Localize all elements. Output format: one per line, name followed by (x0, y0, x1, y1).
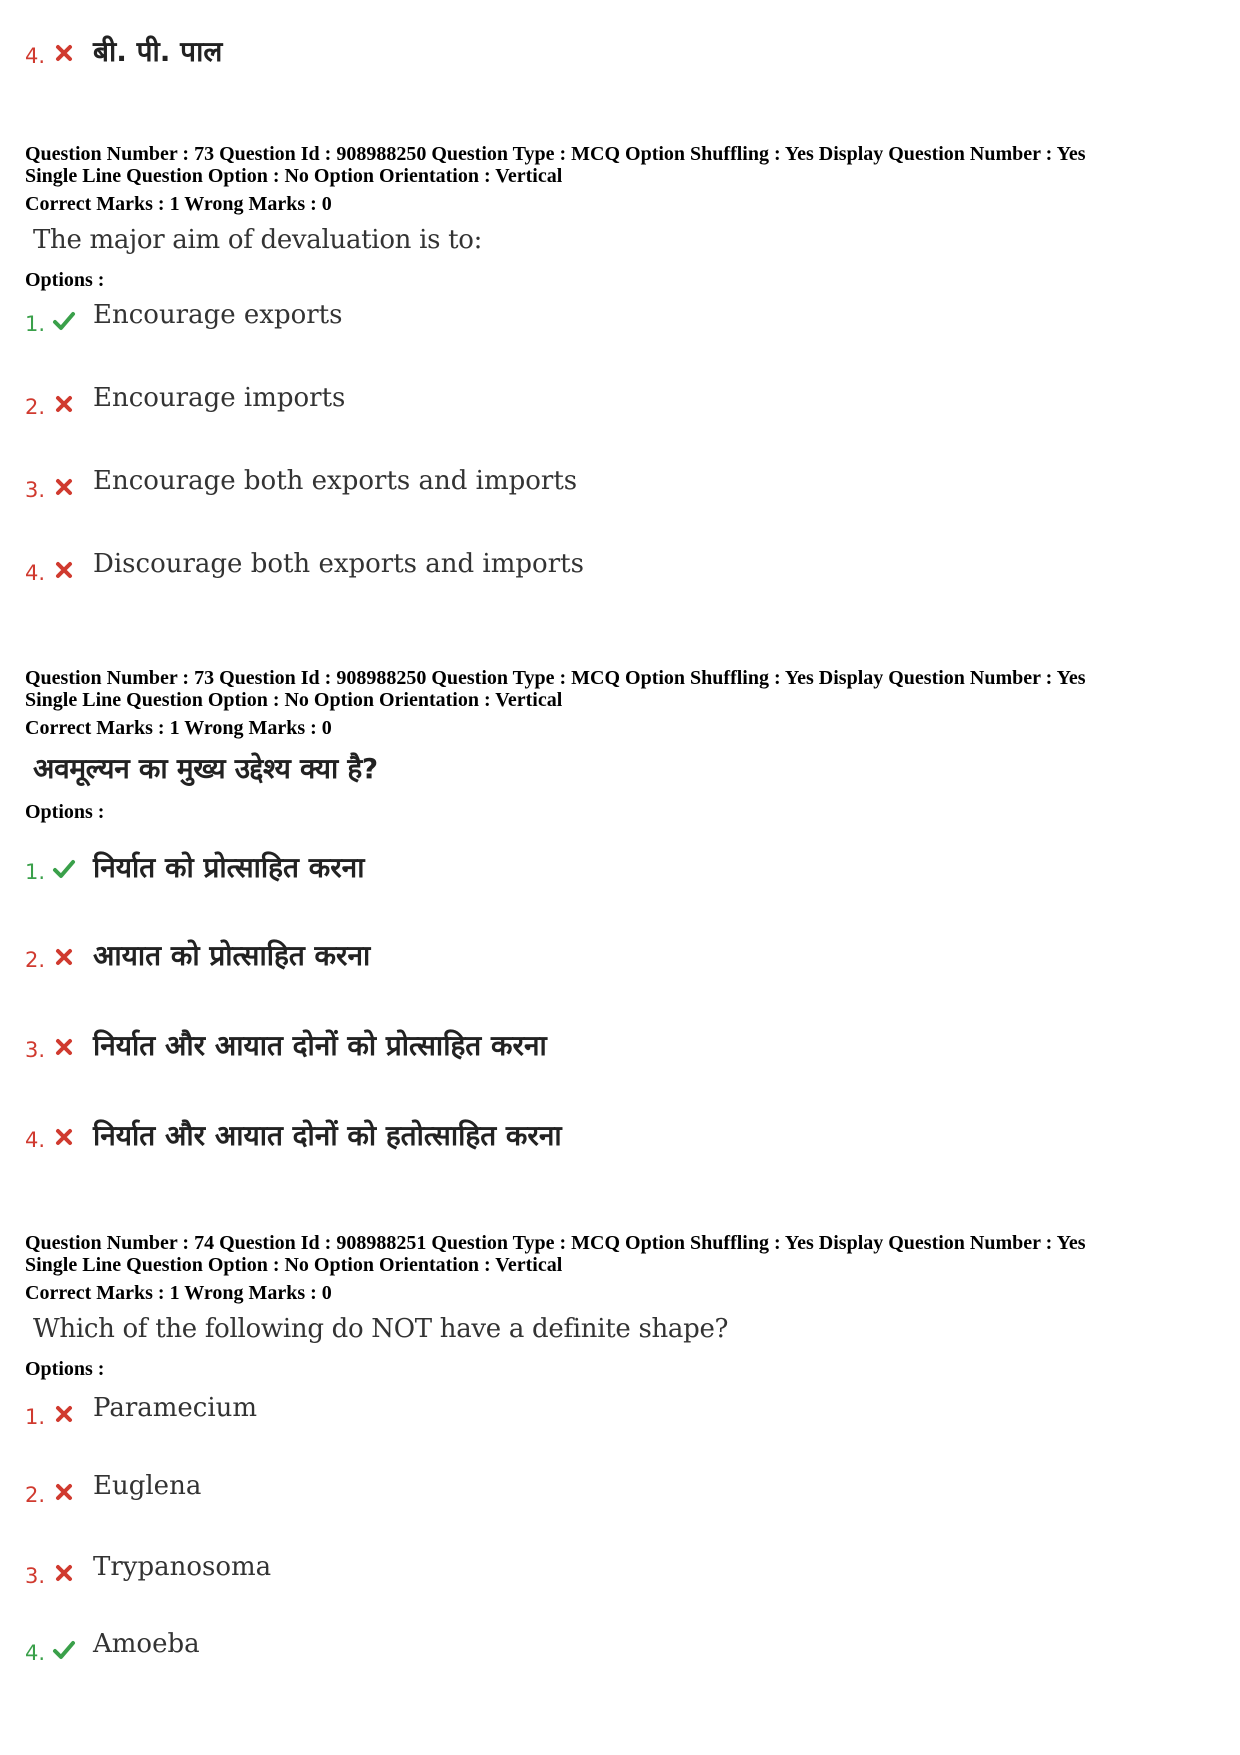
cross-icon (52, 1036, 76, 1058)
option-text: Trypanosoma (93, 1552, 272, 1582)
question-meta: Question Number : 73 Question Id : 908988250 Question Type : MCQ Option Shuffling : Yes Display Question Number : Yes (25, 667, 1086, 689)
cross-icon (52, 393, 76, 415)
option-number: 2. (25, 395, 46, 419)
question-meta-2: Single Line Question Option : No Option Orientation : Vertical (25, 165, 563, 187)
option-number: 2. (25, 948, 46, 972)
option-text: Amoeba (93, 1629, 200, 1659)
option-text: Paramecium (93, 1393, 258, 1423)
question-block (25, 143, 1085, 292)
option-text: Encourage exports (93, 300, 343, 330)
question-text: The major aim of devaluation is to: (33, 225, 483, 255)
option-number: 4. (25, 1128, 46, 1152)
option-number: 2. (25, 1483, 46, 1507)
options-label: Options : (25, 1358, 105, 1380)
option-text: Discourage both exports and imports (93, 549, 584, 579)
option-number: 3. (25, 478, 46, 502)
question-meta: Question Number : 73 Question Id : 908988250 Question Type : MCQ Option Shuffling : Yes Display Question Number : Yes (25, 143, 1086, 165)
option-text: निर्यात को प्रोत्साहित करना (93, 851, 365, 884)
options-label: Options : (25, 269, 105, 291)
cross-icon (52, 42, 76, 64)
cross-icon (52, 1126, 76, 1148)
cross-icon (52, 559, 76, 581)
question-meta-2: Single Line Question Option : No Option Orientation : Vertical (25, 689, 563, 711)
option-text: बी. पी. पाल (93, 35, 223, 68)
question-block (25, 1232, 1085, 1381)
option-number: 3. (25, 1564, 46, 1588)
question-marks: Correct Marks : 1 Wrong Marks : 0 (25, 717, 332, 739)
cross-icon (52, 1481, 76, 1503)
question-meta-2: Single Line Question Option : No Option Orientation : Vertical (25, 1254, 563, 1276)
option-text: आयात को प्रोत्साहित करना (93, 939, 371, 972)
option-number: 3. (25, 1038, 46, 1062)
option-number: 1. (25, 860, 46, 884)
options-label: Options : (25, 801, 105, 823)
cross-icon (52, 1403, 76, 1425)
check-icon (52, 310, 76, 332)
option-text: Euglena (93, 1471, 202, 1501)
cross-icon (52, 476, 76, 498)
cross-icon (52, 946, 76, 968)
option-text: Encourage imports (93, 383, 346, 413)
option-number: 1. (25, 312, 46, 336)
option-text: Encourage both exports and imports (93, 466, 578, 496)
question-block (25, 667, 1085, 824)
check-icon (52, 1639, 76, 1661)
option-number: 1. (25, 1405, 46, 1429)
option-number: 4. (25, 1641, 46, 1665)
option-number: 4. (25, 561, 46, 585)
option-text: निर्यात और आयात दोनों को प्रोत्साहित करना (93, 1029, 547, 1062)
option-text: निर्यात और आयात दोनों को हतोत्साहित करना (93, 1119, 562, 1152)
cross-icon (52, 1562, 76, 1584)
question-meta: Question Number : 74 Question Id : 908988251 Question Type : MCQ Option Shuffling : Yes Display Question Number : Yes (25, 1232, 1086, 1254)
question-marks: Correct Marks : 1 Wrong Marks : 0 (25, 1282, 332, 1304)
question-text: अवमूल्यन का मुख्य उद्देश्य क्या है? (33, 752, 378, 785)
question-marks: Correct Marks : 1 Wrong Marks : 0 (25, 193, 332, 215)
check-icon (52, 858, 76, 880)
question-text: Which of the following do NOT have a definite shape? (33, 1314, 729, 1344)
option-number: 4. (25, 44, 46, 68)
